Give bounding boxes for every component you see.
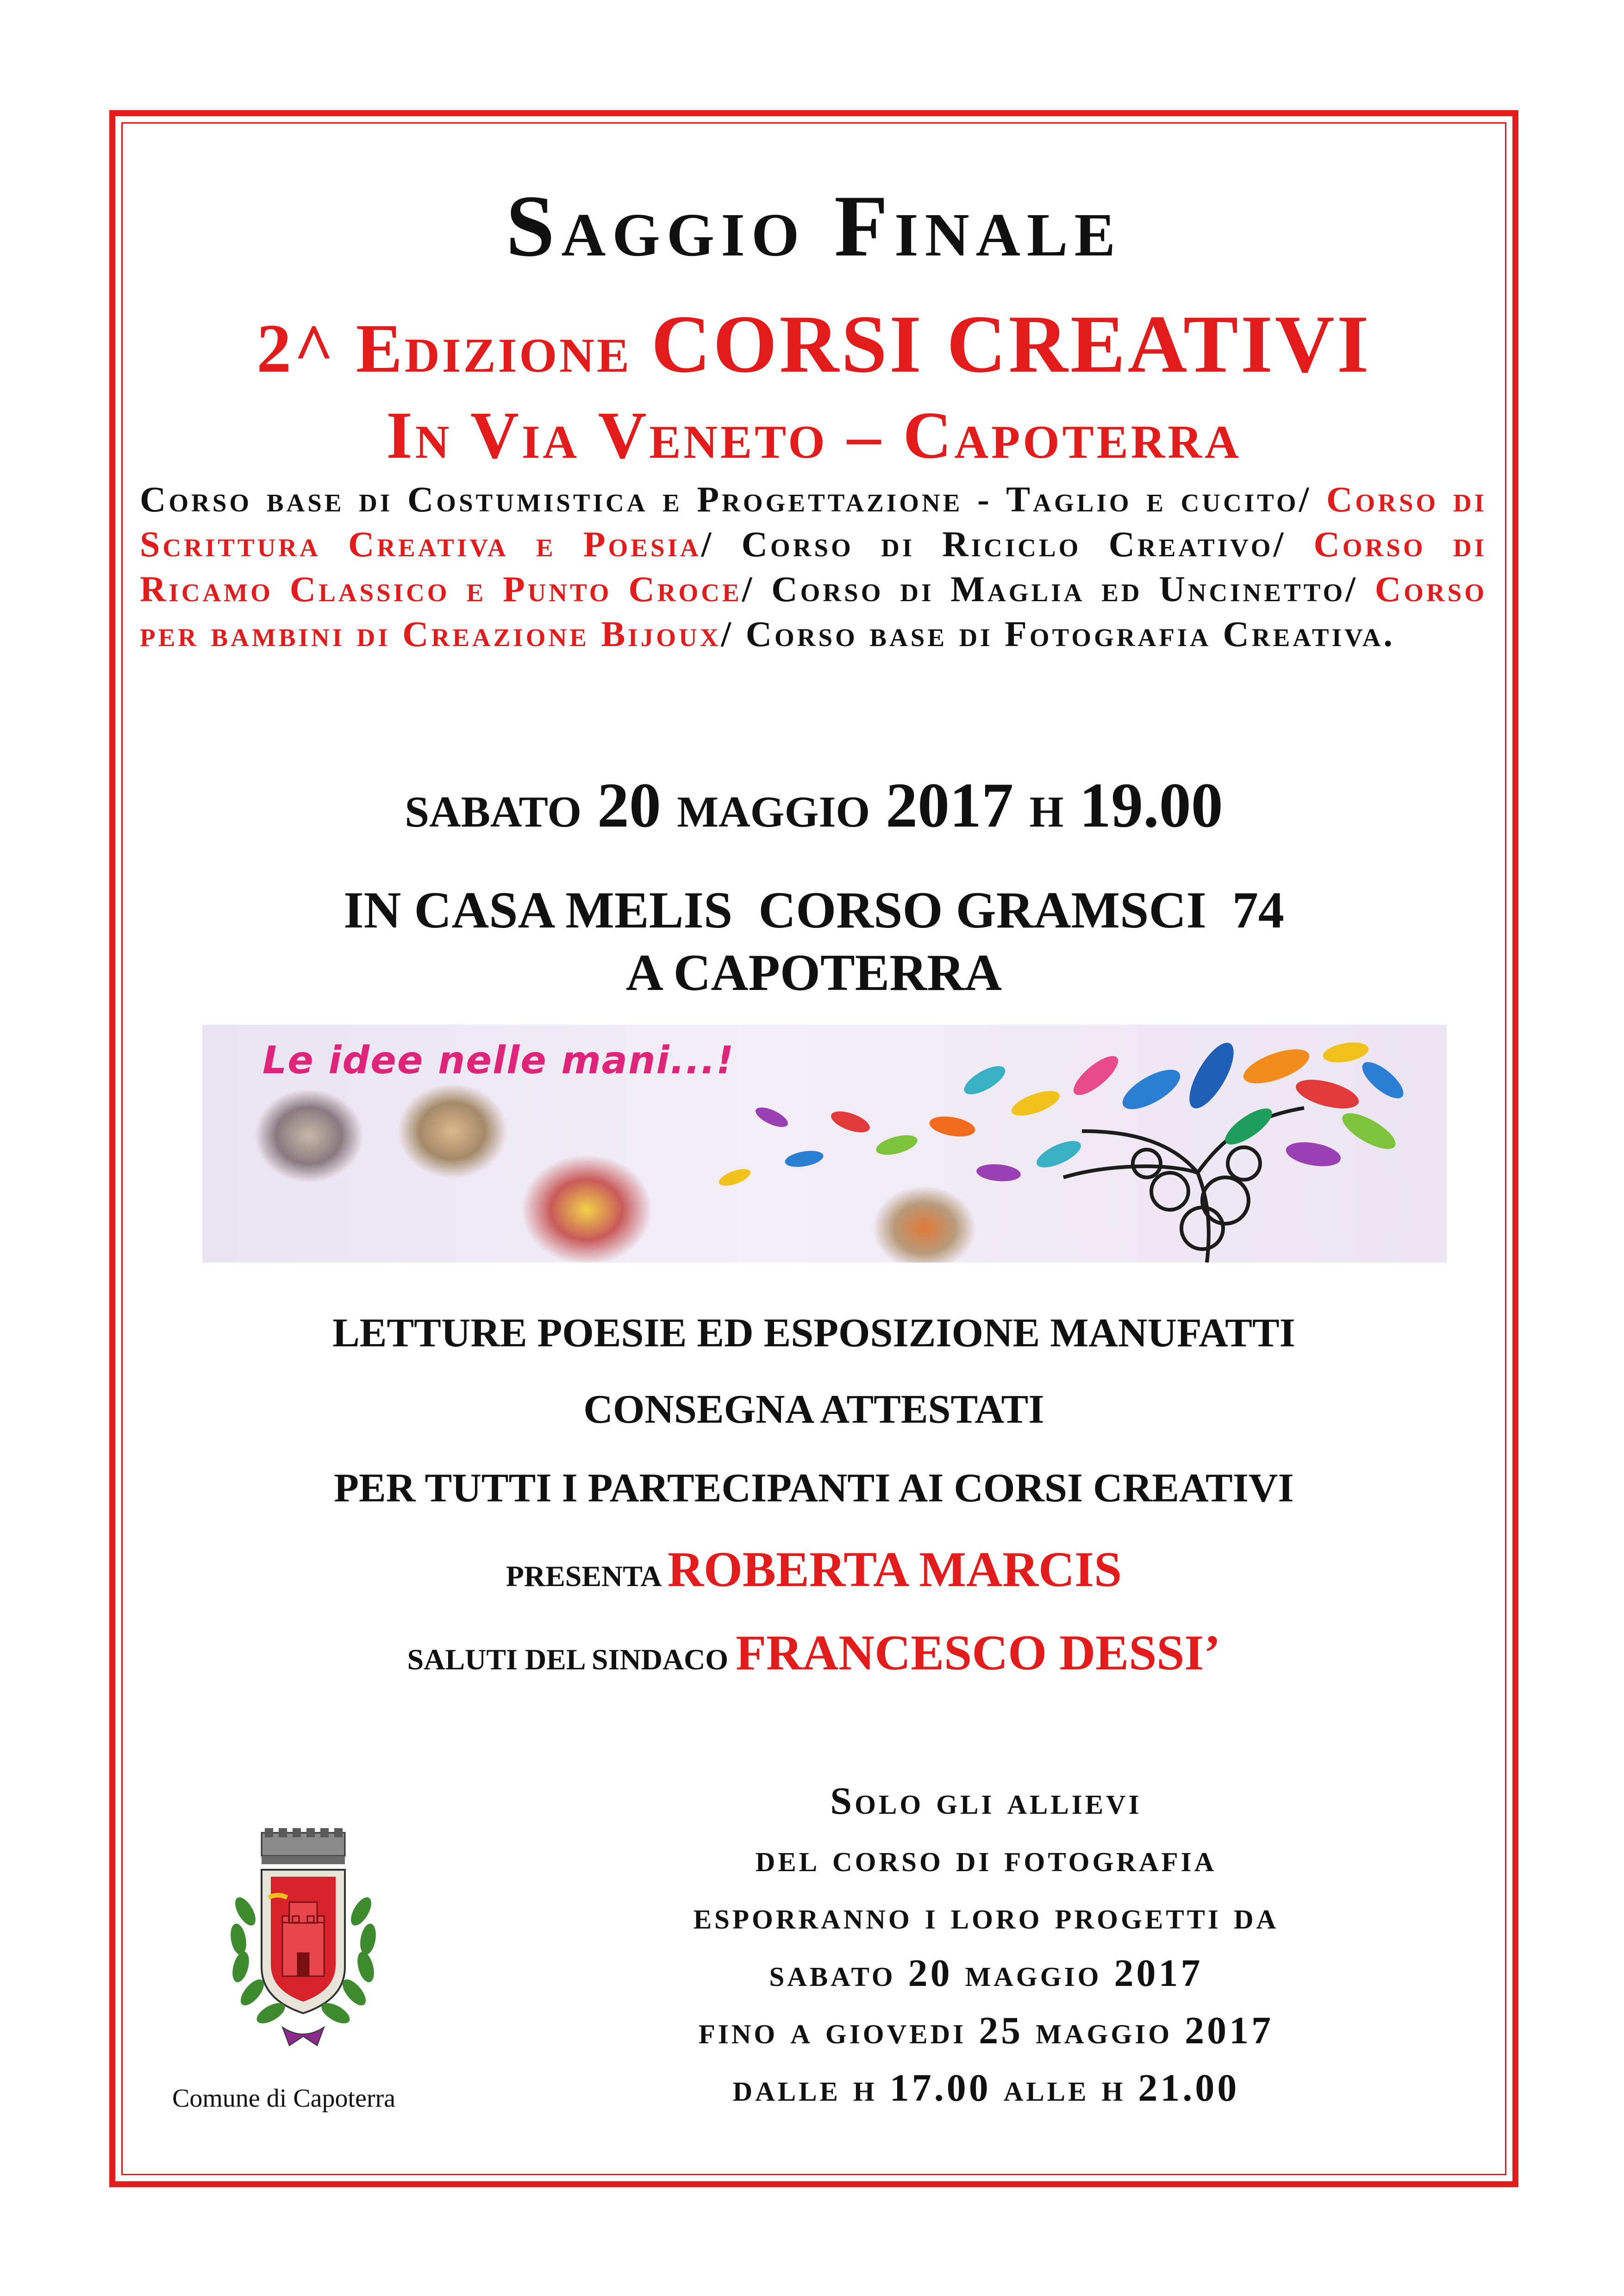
edition-heading	[121, 296, 1506, 392]
event-date-weekday: sabato	[405, 772, 597, 840]
course-separator: .	[1383, 614, 1395, 654]
course-separator: /	[1299, 479, 1327, 519]
program-participants: PER TUTTI I PARTECIPANTI AI CORSI CREATIVI	[334, 1466, 1294, 1511]
event-date-hour-label: h	[1029, 772, 1080, 840]
edition-name: CORSI CREATIVI	[651, 298, 1371, 390]
note-line-2: del corso di fotografia	[755, 1837, 1217, 1880]
course-item: Corso per bambini di Creazione Bijoux	[140, 569, 1487, 654]
colored-hands	[717, 1037, 1409, 1189]
event-date	[121, 768, 1506, 842]
course-separator: /	[1345, 569, 1375, 609]
course-item: Corso base di Costumistica e Progettazione - Taglio e cucito	[140, 479, 1299, 519]
mayor-name: FRANCESCO DESSI’	[736, 1625, 1221, 1680]
course-list	[140, 477, 1487, 656]
venue-town: A CAPOTERRA	[625, 944, 1002, 1002]
course-separator: /	[721, 614, 746, 654]
poster-title: Saggio Finale	[506, 178, 1122, 275]
note-line-3: esporranno i loro progetti da	[693, 1894, 1279, 1937]
photography-exhibition-note	[556, 1773, 1417, 2117]
photo-circle-2	[398, 1084, 507, 1178]
note-line-1: Solo gli allievi	[830, 1780, 1142, 1823]
course-item: Corso di Maglia ed Uncinetto	[771, 569, 1346, 609]
greeting-label: SALUTI DEL SINDACO	[407, 1643, 729, 1676]
note-line-6: dalle h 17.00 alle h 21.00	[732, 2066, 1240, 2109]
program-readings: LETTURE POESIE ED ESPOSIZIONE MANUFATTI	[332, 1311, 1295, 1356]
course-item: Corso di Ricamo Classico e Punto Croce	[140, 524, 1487, 609]
event-date-month: maggio	[677, 772, 886, 840]
course-separator: /	[742, 569, 772, 609]
presenter-label: PRESENTA	[506, 1560, 660, 1593]
edition-prefix: 2^ Edizione	[256, 310, 632, 387]
crown	[262, 1828, 345, 1864]
venue-address: IN CASA MELIS CORSO GRAMSCI 74	[344, 882, 1284, 939]
municipality-caption: Comune di Capoterra	[172, 2084, 396, 2113]
photo-circle-4	[874, 1187, 975, 1263]
tree-branches	[1063, 1108, 1304, 1263]
mayor-greeting-line	[121, 1624, 1506, 1682]
event-date-day: 20	[597, 770, 677, 840]
event-venue	[121, 879, 1506, 1004]
banner-slogan: Le idee nelle mani...!	[262, 1039, 735, 1083]
presenter-line	[121, 1541, 1506, 1599]
program-certificates: CONSEGNA ATTESTATI	[583, 1387, 1044, 1432]
photo-circle-1	[254, 1089, 363, 1183]
castle	[282, 1902, 324, 1976]
course-item: Corso di Riciclo Creativo	[741, 524, 1274, 564]
coat-of-arms-icon	[213, 1828, 394, 2069]
note-line-4: sabato 20 maggio 2017	[769, 1952, 1203, 1995]
presenter-name: ROBERTA MARCIS	[667, 1542, 1122, 1597]
course-separator: /	[701, 524, 742, 564]
event-date-time: 19.00	[1079, 770, 1223, 840]
course-item: Corso base di Fotografia Creativa	[745, 614, 1384, 654]
course-item: Corso di Scrittura Creativa e Poesia	[140, 479, 1487, 564]
location-heading: In Via Veneto – Capoterra	[386, 398, 1242, 473]
event-date-year: 2017	[886, 770, 1030, 840]
note-line-5: fino a giovedi 25 maggio 2017	[698, 2009, 1274, 2052]
photo-circle-3	[522, 1155, 651, 1263]
event-banner-image	[202, 1025, 1447, 1263]
course-separator: /	[1273, 524, 1314, 564]
